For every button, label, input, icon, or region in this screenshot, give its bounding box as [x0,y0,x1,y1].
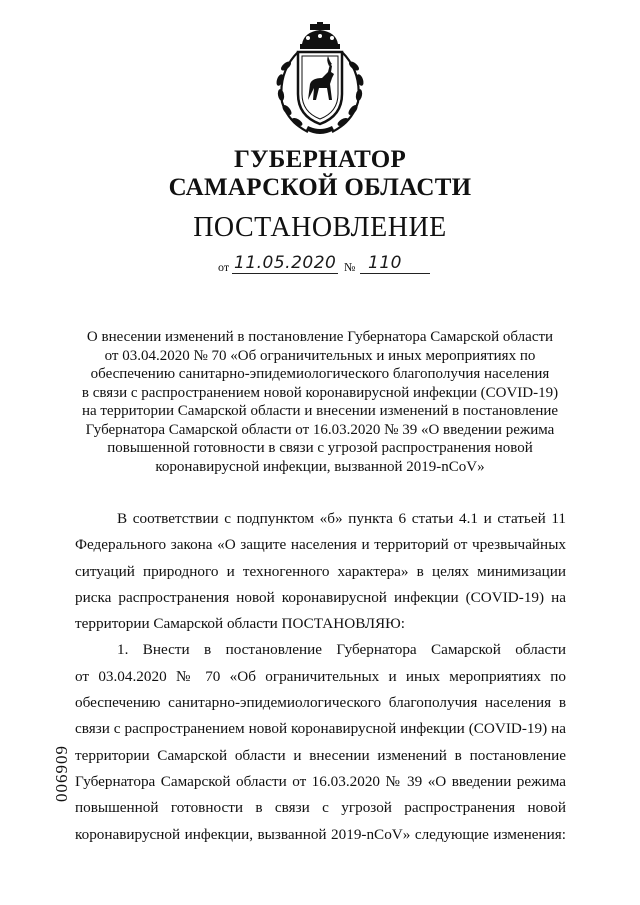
number-prefix: № [344,260,356,274]
item1-line: обеспечению санитарно-эпидемиологического благополучия населения в [75,694,566,712]
date-value: 11.05.2020 [234,253,337,273]
number-value: 110 [368,253,402,273]
subject-line: повышенной готовности в связи с угрозой распространения новой [107,440,533,456]
subject-line: в связи с распространением новой коронавирусной инфекции (COVID-19) [81,384,559,401]
preamble-line: Федерального закона «О защите населения и территорий от чрезвычайных [75,536,566,554]
document-subject [78,328,562,476]
date-number-line [218,254,438,278]
preamble-line: территории Самарской области ПОСТАНОВЛЯЮ: [75,615,405,633]
item1-line: 1. Внести в постановление Губернатора Самарской области [117,641,566,659]
authority-name-line2: САМАРСКОЙ ОБЛАСТИ [168,174,472,201]
item1-line: Губернатора Самарской области от 16.03.2020 № 39 «О введении режима [75,772,566,790]
authority-name-line1: ГУБЕРНАТОР [233,146,407,173]
samara-coat-of-arms-icon [272,22,368,140]
subject-line: коронавирусной инфекции, вызванной 2019-nCoV» [155,458,485,475]
document-type-title: ПОСТАНОВЛЕНИЕ [193,212,447,243]
subject-line: обеспечению санитарно-эпидемиологического благополучия населения [90,366,550,382]
item1-line: от 03.04.2020 № 70 «Об ограничительных и иных мероприятиях по [75,667,566,685]
side-serial-code: 006909 [52,745,71,802]
subject-line: от 03.04.2020 № 70 «Об ограничительных и иных мероприятиях по [104,347,536,364]
date-prefix: от [218,260,230,274]
subject-line: О внесении изменений в постановление Губернатора Самарской области [86,329,554,345]
preamble-line: ситуаций природного и техногенного характера» в целях минимизации [75,562,566,580]
item1-line: территории Самарской области и внесении изменений в постановление [75,746,566,764]
preamble-line: В соответствии с подпунктом «б» пункта 6 статьи 4.1 и статьей 11 [117,510,566,527]
item1-line: повышенной готовности в связи с угрозой распространения новой [75,799,566,817]
subject-line: на территории Самарской области и внесении изменений в постановление [81,403,559,419]
subject-line: Губернатора Самарской области от 16.03.2020 № 39 «О введении режима [85,421,555,438]
number-underline [360,273,430,274]
document-body [75,506,566,848]
date-underline [232,273,338,274]
preamble-line: риска распространения новой коронавирусной инфекции (COVID-19) на [75,588,566,606]
item1-line: коронавирусной инфекции, вызванной 2019-nCoV» следующие изменения: [75,825,566,843]
item1-line: связи с распространением новой коронавирусной инфекции (COVID-19) на [75,720,566,738]
